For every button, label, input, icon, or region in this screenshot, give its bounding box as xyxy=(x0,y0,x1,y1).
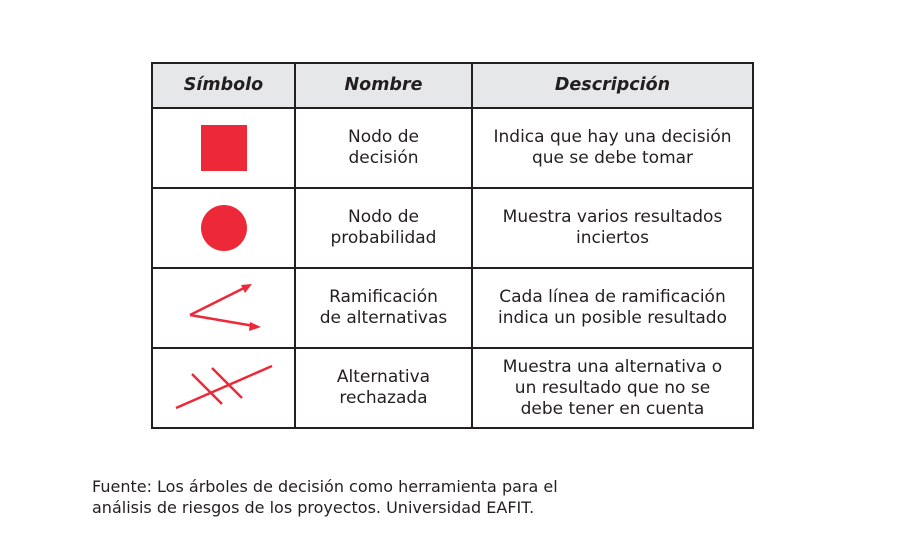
name-line: Alternativa xyxy=(336,367,431,387)
description-line: Muestra varios resultados xyxy=(502,207,723,227)
name-line: Nodo de xyxy=(348,127,419,147)
name-cell xyxy=(295,348,472,428)
red-square-icon xyxy=(201,125,247,171)
symbols-table xyxy=(151,62,754,429)
name-line: rechazada xyxy=(339,388,428,408)
symbol-cell xyxy=(152,188,295,268)
source-line: análisis de riesgos de los proyectos. Universidad EAFIT. xyxy=(92,498,535,517)
name-line: Nodo de xyxy=(348,207,419,227)
description-line: indica un posible resultado xyxy=(498,308,727,328)
description-line: que se debe tomar xyxy=(531,148,694,168)
description-cell xyxy=(472,268,753,348)
table-header-row xyxy=(152,63,753,108)
description-cell xyxy=(472,188,753,268)
description-line: debe tener en cuenta xyxy=(520,398,705,419)
source-line: Fuente: Los árboles de decisión como herramienta para el xyxy=(92,477,558,496)
name-line: decisión xyxy=(348,148,419,168)
description-line: inciertos xyxy=(576,228,649,248)
symbol-cell xyxy=(152,108,295,188)
red-circle-icon xyxy=(200,204,248,252)
symbol-cell xyxy=(152,268,295,348)
name-cell xyxy=(295,108,472,188)
header-descripcion: Descripción xyxy=(472,63,753,108)
table-row xyxy=(152,108,753,188)
table-row xyxy=(152,348,753,428)
table-row xyxy=(152,188,753,268)
name-line: de alternativas xyxy=(319,308,448,328)
symbol-cell xyxy=(152,348,295,428)
crossed-line-icon xyxy=(174,364,274,412)
name-line: Ramificación xyxy=(329,287,438,307)
description-cell xyxy=(472,348,753,428)
name-line: probabilidad xyxy=(330,228,437,248)
description-line: Indica que hay una decisión xyxy=(493,127,732,147)
description-line: Cada línea de ramificación xyxy=(499,287,726,307)
name-cell xyxy=(295,268,472,348)
description-line: un resultado que no se xyxy=(514,377,711,398)
header-nombre: Nombre xyxy=(295,63,472,108)
source-caption xyxy=(92,476,712,518)
branch-arrows-icon xyxy=(184,283,264,333)
description-cell xyxy=(472,108,753,188)
name-cell xyxy=(295,188,472,268)
header-simbolo: Símbolo xyxy=(152,63,295,108)
table-row xyxy=(152,268,753,348)
description-line: Muestra una alternativa o xyxy=(502,356,723,377)
